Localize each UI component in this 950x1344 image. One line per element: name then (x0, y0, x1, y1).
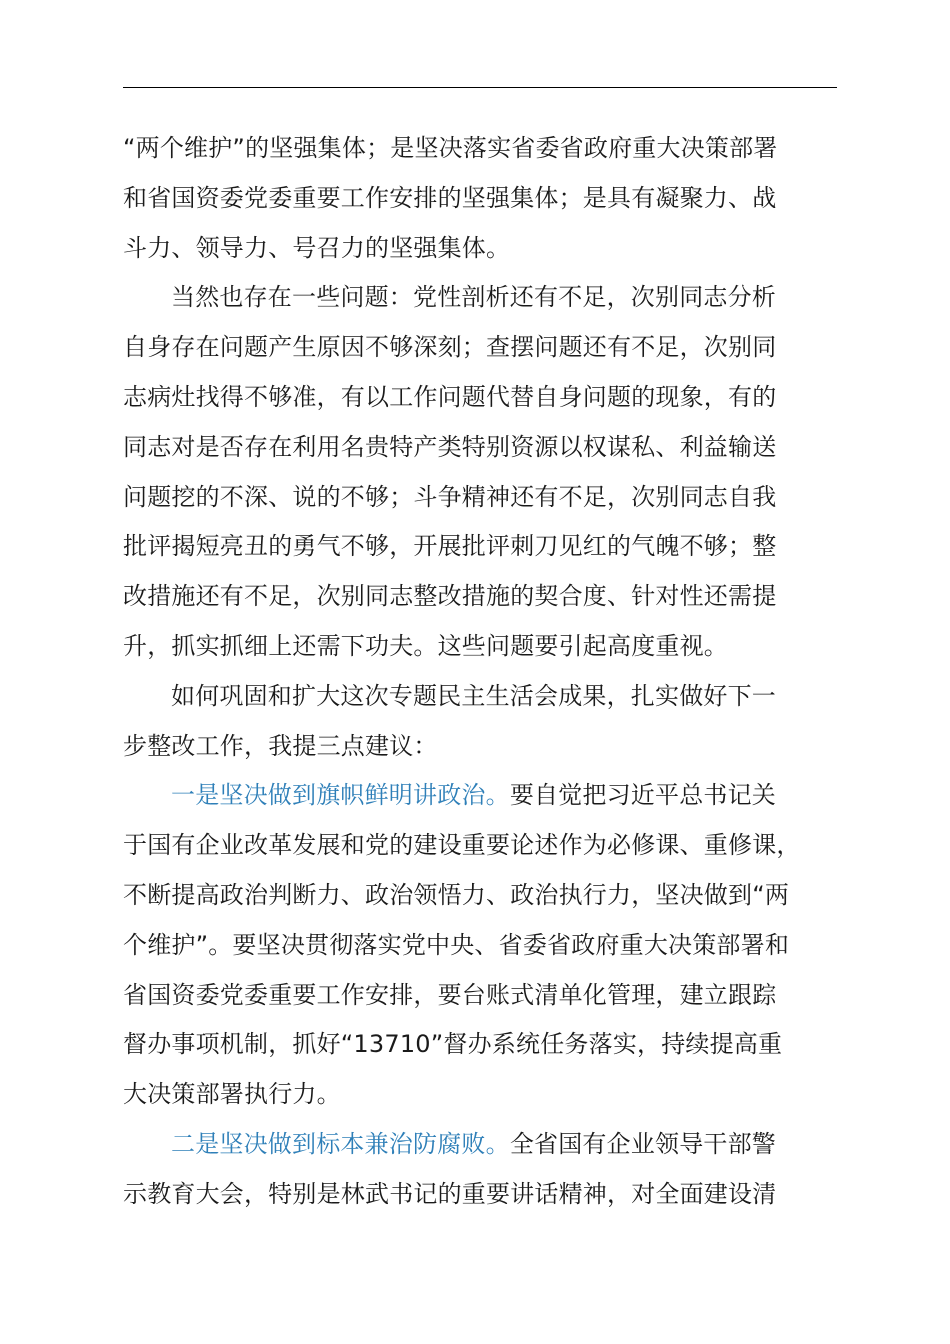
text-line: 于国有企业改革发展和党的建设重要论述作为必修课、重修课， (123, 831, 801, 860)
header-rule (123, 87, 837, 88)
text-line: 步整改工作，我提三点建议： (123, 731, 438, 760)
paragraph-start-line (123, 771, 863, 821)
text-line: 改措施还有不足，次别同志整改措施的契合度、针对性还需提 (123, 582, 777, 611)
text-line: 督办事项机制，抓好“13710”督办系统任务落实，持续提高重 (123, 1030, 783, 1059)
section-text: 要自觉把习近平总书记关 (509, 781, 777, 810)
text-line: 问题挖的不深、说的不够；斗争精神还有不足，次别同志自我 (123, 482, 777, 511)
section-text: 全省国有企业领导干部警 (509, 1129, 777, 1158)
text-line: 批评揭短亮丑的勇气不够，开展批评刺刀见红的气魄不够；整 (123, 532, 777, 561)
text-line: “两个维护”的坚强集体；是坚决落实省委省政府重大决策部署 (123, 134, 778, 162)
text-line: 不断提高政治判断力、政治领悟力、政治执行力，坚决做到“两 (123, 880, 790, 909)
text-line: 自身存在问题产生原因不够深刻；查摆问题还有不足，次别同 (123, 333, 777, 362)
section-heading-1: 一是坚决做到旗帜鲜明讲政治。 (171, 781, 510, 810)
body-text (123, 124, 863, 1220)
text-line: 个维护”。要坚决贯彻落实党中央、省委省政府重大决策部署和 (123, 930, 790, 959)
text-line: 升，抓实抓细上还需下功夫。这些问题要引起高度重视。 (123, 631, 728, 660)
text-line: 和省国资委党委重要工作安排的坚强集体；是具有凝聚力、战 (123, 183, 777, 212)
text-line: 示教育大会，特别是林武书记的重要讲话精神，对全面建设清 (123, 1179, 777, 1208)
section-heading-2: 二是坚决做到标本兼治防腐败。 (171, 1129, 510, 1158)
text-line: 斗力、领导力、号召力的坚强集体。 (123, 233, 511, 262)
text-line: 志病灶找得不够准，有以工作问题代替自身问题的现象，有的 (123, 382, 777, 411)
paragraph-start-line: 当然也存在一些问题：党性剖析还有不足，次别同志分析 (171, 283, 776, 312)
paragraph-start-line (123, 1120, 863, 1170)
text-line: 同志对是否存在利用名贵特产类特别资源以权谋私、利益输送 (123, 432, 777, 461)
paragraph-start-line: 如何巩固和扩大这次专题民主生活会成果，扎实做好下一 (171, 681, 776, 710)
text-line: 大决策部署执行力。 (123, 1080, 341, 1109)
text-line: 省国资委党委重要工作安排，要台账式清单化管理，建立跟踪 (123, 980, 777, 1009)
